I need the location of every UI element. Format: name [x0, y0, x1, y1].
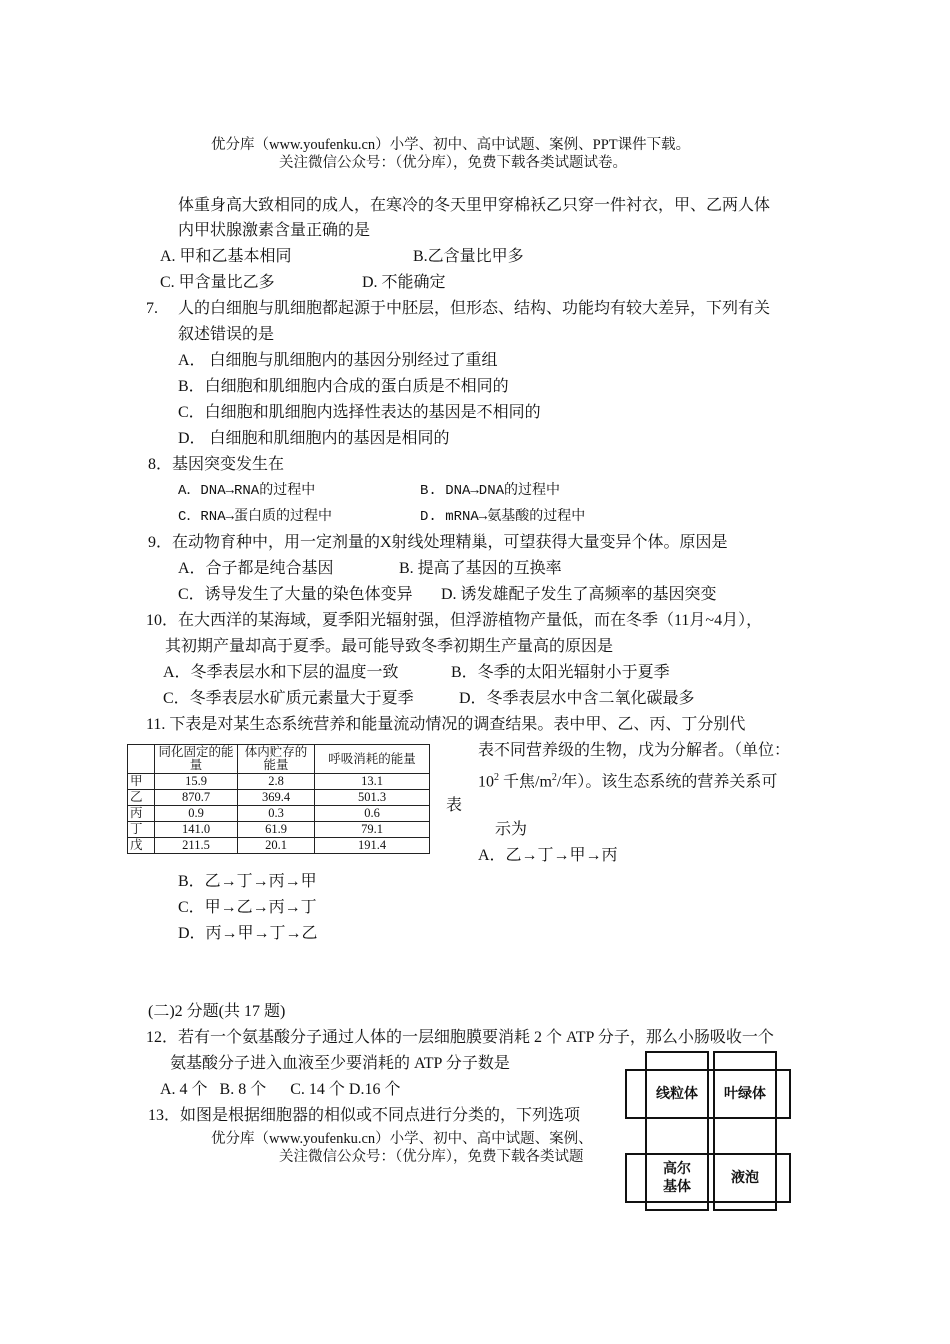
- page-footer-line1: 优分库（www.youfenku.cn）小学、初中、高中试题、案例、: [211, 1131, 593, 1147]
- table-cell: 870.7: [155, 790, 238, 806]
- table-row: [128, 774, 430, 790]
- label-mitochondria: 线粒体: [656, 1086, 698, 1102]
- q11-side-char: 表: [446, 797, 463, 814]
- q9-option-b: B. 提高了基因的互换率: [399, 560, 562, 577]
- table-header-row: [128, 745, 430, 774]
- table-cell: 61.9: [238, 822, 315, 838]
- table-row: [128, 806, 430, 822]
- q11-right-line3: 示为: [495, 821, 528, 838]
- q9-option-d: D. 诱发雄配子发生了高频率的基因突变: [441, 586, 717, 603]
- table-row: [128, 822, 430, 838]
- energy-table: [127, 744, 430, 854]
- unit-text: 千焦/m: [499, 773, 552, 791]
- table-cell: 501.3: [315, 790, 430, 806]
- q8-stem: 8．基因突变发生在: [148, 456, 285, 473]
- table-row: [128, 838, 430, 854]
- q9-option-c: C．诱导发生了大量的染色体变异: [178, 586, 413, 603]
- q7-option-d: D． 白细胞和肌细胞内的基因是相同的: [178, 430, 450, 447]
- q11-right-line1: 表不同营养级的生物，戊为分解者。（单位：: [478, 742, 791, 759]
- table-header-cell: 体内贮存的能量: [238, 745, 315, 774]
- q10-option-d: D．冬季表层水中含二氧化碳最多: [459, 690, 695, 707]
- section-title: (二)2 分题(共 17 题): [148, 1003, 286, 1020]
- q11-option-c: C．甲→乙→丙→丁: [178, 899, 317, 916]
- table-cell: 0.3: [238, 806, 315, 822]
- table-cell: 戊: [128, 838, 155, 854]
- q6-option-a: A. 甲和乙基本相同: [160, 248, 292, 265]
- table-cell: 0.6: [315, 806, 430, 822]
- table-header-cell: 同化固定的能量: [155, 745, 238, 774]
- q6-option-b: B.乙含量比甲多: [413, 248, 524, 265]
- table-cell: 甲: [128, 774, 155, 790]
- q8-option-a: A．DNA→RNA的过程中: [178, 483, 316, 499]
- table-cell: 13.1: [315, 774, 430, 790]
- table-header-cell: 呼吸消耗的能量: [315, 745, 430, 774]
- q11-right-line2: [478, 768, 777, 792]
- table-cell: 15.9: [155, 774, 238, 790]
- q12-line2: 氨基酸分子进入血液至少要消耗的 ATP 分子数是: [170, 1055, 510, 1072]
- table-cell: 79.1: [315, 822, 430, 838]
- table-header-cell: [128, 745, 155, 774]
- q10-option-c: C．冬季表层水矿质元素量大于夏季: [163, 690, 414, 707]
- table-cell: 141.0: [155, 822, 238, 838]
- label-golgi-line2: 基体: [663, 1179, 691, 1195]
- table-cell: 2.8: [238, 774, 315, 790]
- q7-option-b: B．白细胞和肌细胞内合成的蛋白质是不相同的: [178, 378, 509, 395]
- unit-text: /年）。该生态系统的营养关系可: [556, 773, 778, 791]
- q7-line1: 人的白细胞与肌细胞都起源于中胚层，但形态、结构、功能均有较大差异，下列有关: [178, 300, 771, 317]
- q9-option-a: A．合子都是纯合基因: [178, 560, 334, 577]
- table-cell: 211.5: [155, 838, 238, 854]
- q10-line1: 10．在大西洋的某海域，夏季阳光辐射强，但浮游植物产量低，而在冬季（11月~4月），: [146, 612, 763, 629]
- table-cell: 0.9: [155, 806, 238, 822]
- q6-option-d: D. 不能确定: [362, 274, 446, 291]
- q8-option-b: B. DNA→DNA的过程中: [420, 483, 561, 499]
- q12-options: A. 4 个 B. 8 个 C. 14 个 D.16 个: [160, 1081, 401, 1098]
- table-cell: 369.4: [238, 790, 315, 806]
- label-vacuole: 液泡: [731, 1170, 759, 1186]
- page-footer-line2: 关注微信公众号：（优分库），免费下载各类试题: [279, 1149, 584, 1165]
- q10-line2: 其初期产量却高于夏季。最可能导致冬季初期生产量高的原因是: [165, 638, 614, 655]
- label-chloroplast: 叶绿体: [724, 1086, 766, 1102]
- page-header-line2: 关注微信公众号：（优分库），免费下载各类试题试卷。: [279, 155, 627, 171]
- table-cell: 191.4: [315, 838, 430, 854]
- q7-option-c: C．白细胞和肌细胞内选择性表达的基因是不相同的: [178, 404, 541, 421]
- q8-option-d: D. mRNA→氨基酸的过程中: [420, 509, 586, 525]
- q6-line2: 内甲状腺激素含量正确的是: [178, 222, 371, 239]
- q6-option-c: C. 甲含量比乙多: [160, 274, 275, 291]
- q9-stem: 9．在动物育种中，用一定剂量的X射线处理精巢，可望获得大量变异个体。原因是: [148, 534, 728, 551]
- label-golgi-line1: 高尔: [663, 1161, 691, 1177]
- q7-option-a: A． 白细胞与肌细胞内的基因分别经过了重组: [178, 352, 498, 369]
- unit-superscript: 2: [551, 772, 557, 783]
- q10-option-a: A．冬季表层水和下层的温度一致: [163, 664, 399, 681]
- q11-option-b: B．乙→丁→丙→甲: [178, 873, 317, 890]
- q11-option-d: D．丙→甲→丁→乙: [178, 925, 318, 942]
- table-cell: 乙: [128, 790, 155, 806]
- table-row: [128, 790, 430, 806]
- organelle-diagram: [620, 1050, 796, 1212]
- q11-line1: 11. 下表是对某生态系统营养和能量流动情况的调查结果。表中甲、乙、丙、丁分别代: [146, 716, 746, 733]
- q7-line2: 叙述错误的是: [178, 326, 275, 343]
- q12-line1: 12．若有一个氨基酸分子通过人体的一层细胞膜要消耗 2 个 ATP 分子，那么小肠吸收一个: [146, 1029, 774, 1046]
- q8-option-c: C．RNA→蛋白质的过程中: [178, 509, 333, 525]
- unit-superscript: 2: [494, 772, 499, 783]
- table-cell: 丙: [128, 806, 155, 822]
- q6-line1: 体重身高大致相同的成人，在寒冷的冬天里甲穿棉袄乙只穿一件衬衣，甲、乙两人体: [178, 197, 771, 214]
- q10-option-b: B．冬季的太阳光辐射小于夏季: [451, 664, 670, 681]
- q7-number: 7.: [146, 300, 158, 317]
- table-cell: 20.1: [238, 838, 315, 854]
- q13-stem: 13．如图是根据细胞器的相似或不同点进行分类的，下列选项: [148, 1107, 581, 1124]
- page-header-line1: 优分库（www.youfenku.cn）小学、初中、高中试题、案例、PPT课件下载。: [211, 137, 691, 153]
- unit-text: 10: [478, 773, 494, 791]
- table-cell: 丁: [128, 822, 155, 838]
- q11-option-a: A．乙→丁→甲→丙: [478, 847, 618, 864]
